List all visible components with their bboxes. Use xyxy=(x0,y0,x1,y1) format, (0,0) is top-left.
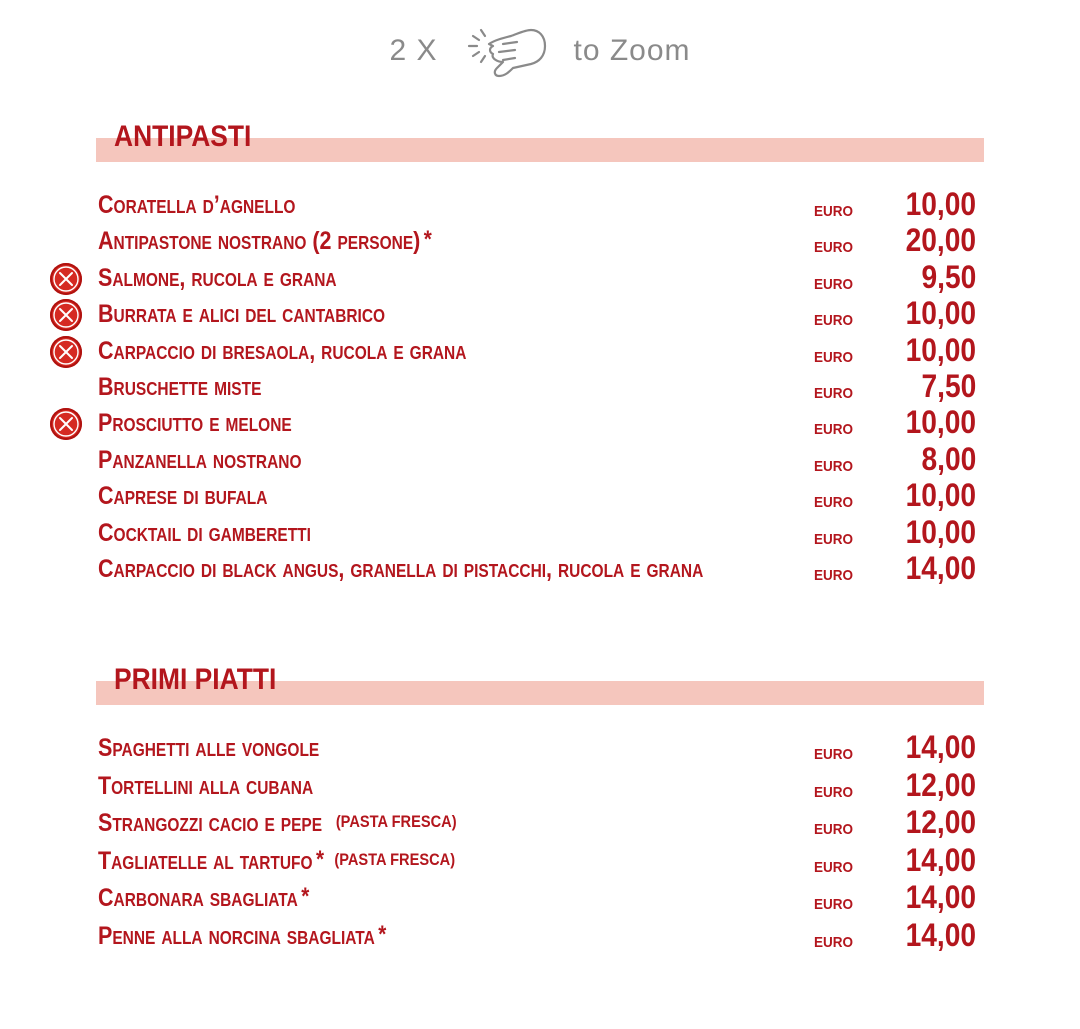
item-name xyxy=(98,481,281,511)
item-currency: euro xyxy=(814,560,854,585)
no-gluten-badge-icon xyxy=(50,336,82,368)
item-price: 7,50 xyxy=(921,368,976,404)
item-name-text: Panzanella nostrano xyxy=(98,445,302,474)
item-name-text: Antipastone nostrano (2 persone) xyxy=(98,227,421,256)
item-name-text: Penne alla norcina sbagliata xyxy=(98,922,375,950)
item-name xyxy=(98,408,305,438)
item-price: 14,00 xyxy=(905,879,976,916)
item-name-text: Tortellini alla cubana xyxy=(98,771,314,800)
item-name-text: Cocktail di gamberetti xyxy=(98,518,311,547)
item-currency: euro xyxy=(814,851,854,877)
menu-item xyxy=(96,258,984,299)
item-name-text: Spaghetti alle vongole xyxy=(98,734,320,762)
item-currency: euro xyxy=(814,378,854,403)
menu-item xyxy=(96,331,984,372)
item-name xyxy=(98,771,327,801)
item-name-text: Prosciutto e melone xyxy=(98,409,292,438)
item-note: (PASTA FRESCA) xyxy=(334,849,456,869)
item-price: 14,00 xyxy=(905,550,976,586)
item-price: 14,00 xyxy=(905,841,976,878)
item-note: (PASTA FRESCA) xyxy=(335,812,457,832)
item-price: 12,00 xyxy=(905,804,976,841)
menu-item xyxy=(96,368,984,408)
item-name xyxy=(98,921,397,951)
menu-item xyxy=(96,477,984,517)
item-price: 8,00 xyxy=(921,440,976,477)
menu-item xyxy=(96,550,984,590)
item-name xyxy=(98,733,333,763)
item-name xyxy=(98,372,275,402)
item-star: * xyxy=(378,921,387,948)
item-name-text: Tagliatelle al tartufo xyxy=(98,846,313,875)
item-name-text: Burrata e alici del cantabrico xyxy=(98,300,386,329)
menu-item xyxy=(96,729,984,769)
item-currency: euro xyxy=(814,268,854,294)
item-price: 14,00 xyxy=(905,729,976,765)
item-price: 10,00 xyxy=(905,186,976,222)
section-header xyxy=(96,120,984,168)
item-currency: euro xyxy=(814,232,854,258)
item-name xyxy=(98,883,320,913)
item-name xyxy=(98,518,325,548)
menu-item xyxy=(96,917,984,957)
item-name-text: Carpaccio di black angus, granella di pistacchi, rucola e grana xyxy=(98,555,704,583)
section-title: PRIMI PIATTI xyxy=(114,663,277,696)
zoom-hint-prefix: 2 X xyxy=(389,34,438,67)
item-currency: euro xyxy=(814,889,854,915)
item-currency: euro xyxy=(814,450,854,476)
zoom-hint xyxy=(0,22,1080,80)
item-price: 9,50 xyxy=(921,258,976,295)
item-currency: euro xyxy=(814,487,854,513)
item-currency: euro xyxy=(814,814,854,840)
item-name xyxy=(98,554,717,584)
item-price: 12,00 xyxy=(905,766,976,803)
item-name-text: Strangozzi cacio e pepe xyxy=(98,809,323,838)
item-currency: euro xyxy=(814,414,854,440)
no-gluten-badge-icon xyxy=(50,408,82,440)
item-name xyxy=(98,846,455,876)
section-antipasti xyxy=(96,120,984,586)
section-header xyxy=(96,663,984,711)
item-price: 10,00 xyxy=(905,513,976,550)
item-name-text: Salmone, rucola e grana xyxy=(98,263,337,292)
item-currency: euro xyxy=(814,776,854,802)
item-price: 10,00 xyxy=(905,295,976,332)
menu-item xyxy=(96,804,984,844)
item-name-text: Caprese di bufala xyxy=(98,482,268,511)
menu-item xyxy=(96,766,984,807)
item-price: 10,00 xyxy=(905,477,976,514)
item-price: 10,00 xyxy=(905,404,976,441)
item-star: * xyxy=(423,226,432,254)
item-name-text: Coratella d’agnello xyxy=(98,191,296,219)
item-name xyxy=(98,190,309,220)
item-name-text: Carpaccio di bresaola, rucola e grana xyxy=(98,336,467,365)
no-gluten-badge-icon xyxy=(50,299,82,331)
item-name xyxy=(98,445,315,475)
double-tap-hand-icon xyxy=(459,22,551,80)
menu-item xyxy=(96,295,984,335)
menu-item xyxy=(96,879,984,919)
zoom-hint-suffix: to Zoom xyxy=(573,34,691,67)
item-name xyxy=(98,263,350,293)
item-currency: euro xyxy=(814,305,854,331)
item-currency: euro xyxy=(814,341,854,367)
item-price: 20,00 xyxy=(905,222,976,259)
item-star: * xyxy=(301,883,310,911)
item-name xyxy=(98,336,480,366)
item-name xyxy=(98,299,399,329)
item-currency: euro xyxy=(814,196,854,221)
menu-item xyxy=(96,404,984,444)
item-name-text: Carbonara sbagliata xyxy=(98,884,298,913)
item-name xyxy=(98,808,457,838)
section-primi-piatti xyxy=(96,663,984,953)
item-name xyxy=(98,226,442,256)
menu-item xyxy=(96,513,984,554)
item-currency: euro xyxy=(814,927,854,952)
item-price: 10,00 xyxy=(905,331,976,368)
item-name-text: Bruschette miste xyxy=(98,373,262,401)
menu-item xyxy=(96,440,984,481)
item-currency: euro xyxy=(814,739,854,764)
no-gluten-badge-icon xyxy=(50,263,82,295)
menu-item xyxy=(96,841,984,882)
item-currency: euro xyxy=(814,523,854,549)
menu-item xyxy=(96,186,984,226)
menu-item xyxy=(96,222,984,262)
item-price: 14,00 xyxy=(905,917,976,953)
item-star: * xyxy=(315,845,325,873)
section-title: ANTIPASTI xyxy=(114,120,252,153)
